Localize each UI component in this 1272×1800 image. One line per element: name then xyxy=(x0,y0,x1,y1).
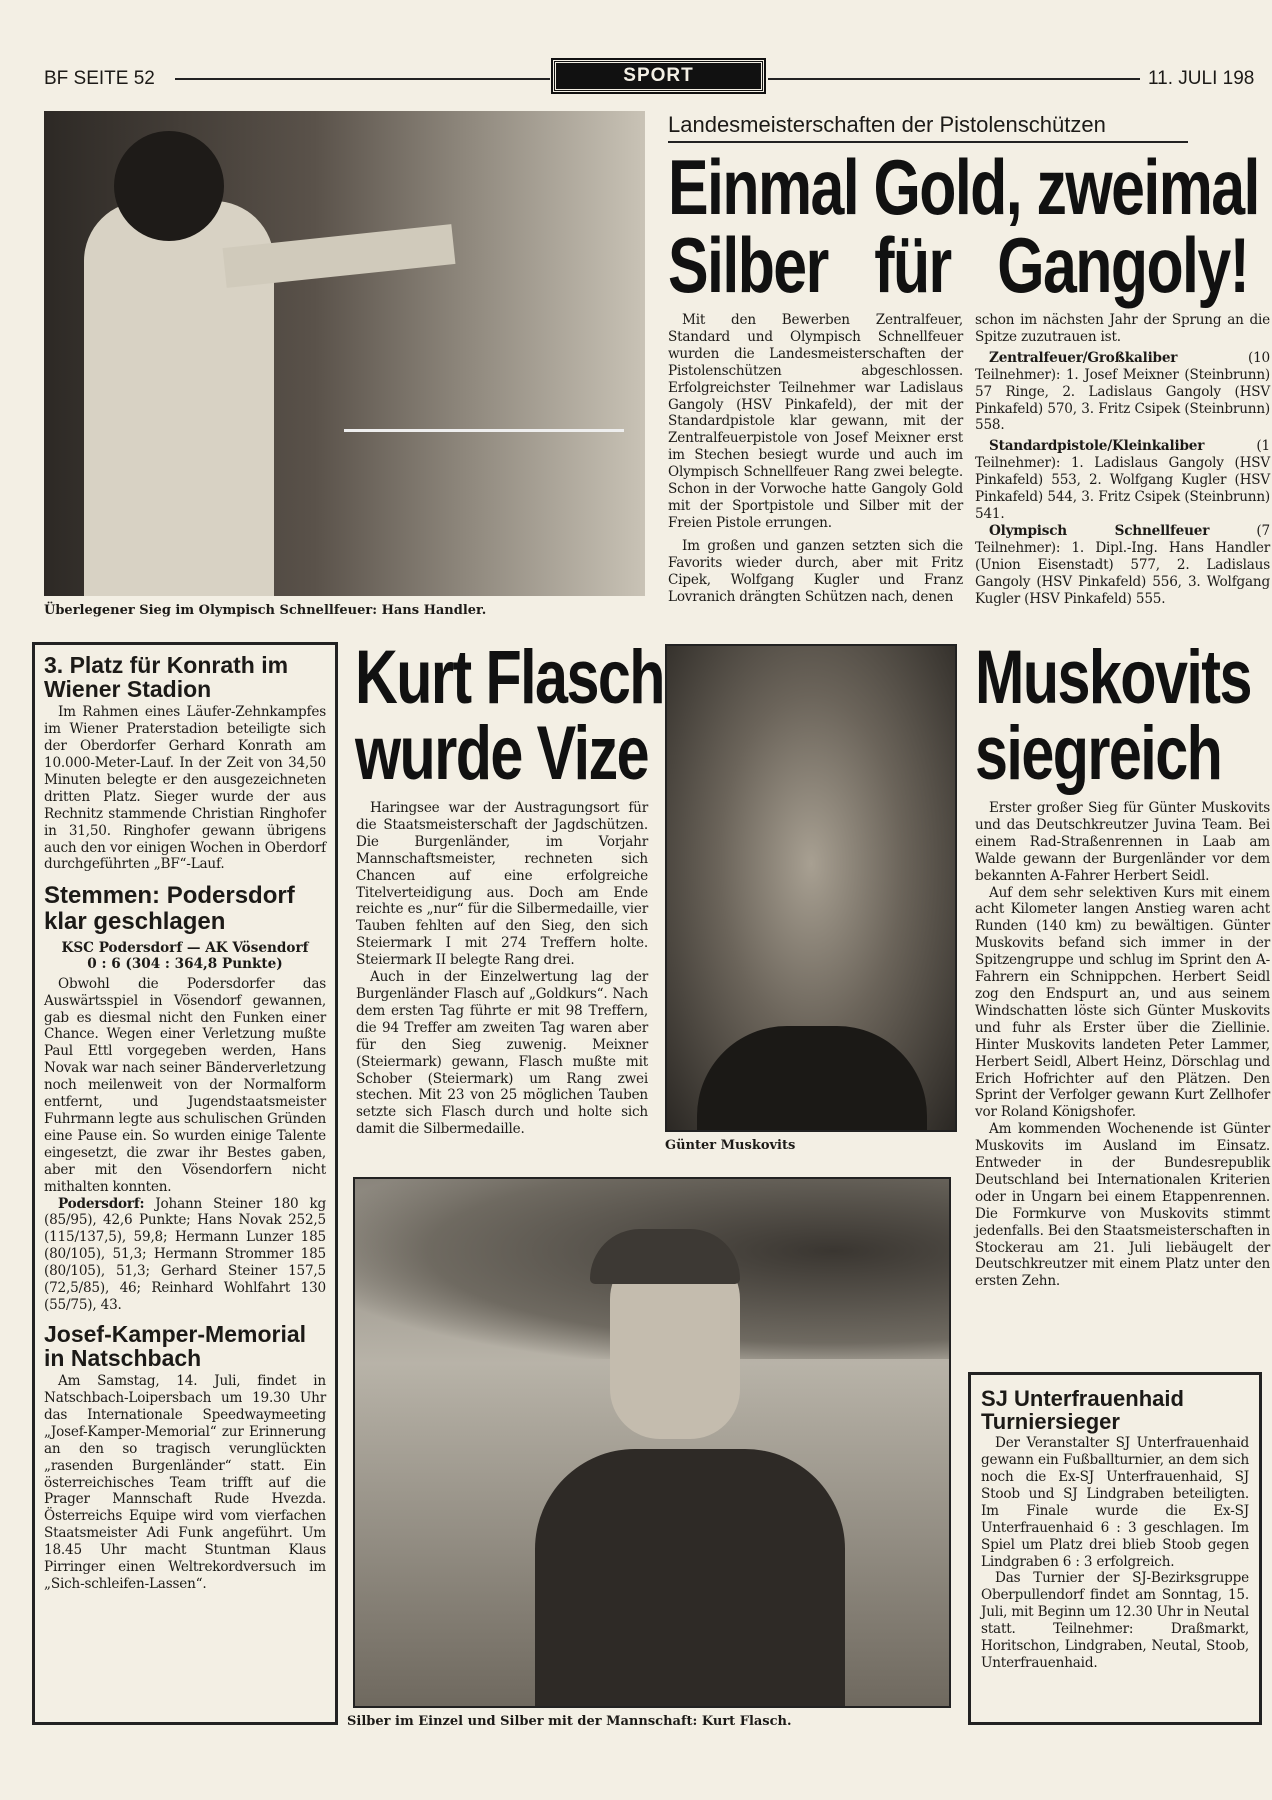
muskovits-paragraph: Am kommenden Wochenende ist Günter Muskovits im Ausland im Einsatz. Entweder in der Bundesrepublik Deutschland bei Internationalen Kriterien oder in Ungarn bei einem Etappenrennen. Die Formkurve von Muskovits stimmt jedenfalls. Bei den Staatsmeisterschaften in Stockerau am 21. Juli liebäugelt der Deutschkreutzer mit einem Platz unter den ersten Zehn. xyxy=(975,1121,1270,1290)
flasch-photo-caption: Silber im Einzel und Silber mit der Mannschaft: Kurt Flasch. xyxy=(347,1714,792,1729)
result-title: Standardpistole/Kleinkaliber xyxy=(989,438,1205,455)
kamper-text: Am Samstag, 14. Juli, findet in Natschbach-Loipersbach um 19.30 Uhr das Internationale Speedwaymeeting „Josef-Kamper-Memorial“ zur Erinnerung an den so tragisch verunglückten „rasenden Burgenländer“ statt. Ein österreichisches Team trifft auf die Prager Mannschaft Rude Hvezda. Österreichs Equipe wird vom vierfachen Staatsmeister Adi Funk angeführt. Um 18.45 Uhr macht Stuntman Klaus Pirringer einen Weltrekordversuch im „Sich-schleifen-Lassen“. xyxy=(44,1373,326,1592)
result-text: (10 Teilnehmer): 1. Josef Meixner (Steinbrunn) 57 Ringe, 2. Ladislaus Gangoly (HSV Pinkafeld) 570, 3. Fritz Csipek (Steinbrunn) 558. xyxy=(975,349,1270,434)
photo-head xyxy=(114,131,224,241)
result-schnellfeuer xyxy=(975,523,1270,608)
lead-paragraph: Im großen und ganzen setzten sich die Favorits wieder durch, aber mit Fritz Cipek, Wolfgang Kugler und Franz Lovranich drängten Schützen nach, denen xyxy=(668,537,963,605)
muskovits-headline-2: siegreich xyxy=(975,711,1222,796)
stemmen-match: KSC Podersdorf — AK Vösendorf xyxy=(61,939,309,956)
sj-title: SJ Unterfrauenhaid Turniersieger xyxy=(981,1386,1184,1435)
issue-date: 11. JULI 198 xyxy=(1148,68,1255,89)
photo-cap xyxy=(590,1229,740,1284)
flasch-headline-2: wurde Vize xyxy=(355,711,648,796)
lead-kicker: Landesmeisterschaften der Pistolenschützen xyxy=(668,112,1188,143)
photo-kurt-flasch xyxy=(353,1177,951,1708)
stemmen-text: Obwohl die Podersdorfer das Auswärtsspiel in Vösendorf gewannen, gab es diesmal nicht den Funken einer Chance. Wegen einer Verletzung mußte Paul Ettl vorgegeben werden, Hans Novak war nach seiner Bänderverletzung noch meilenweit von der Normalform entfernt, und Jugendstaatsmeister Fuhrmann legte aus schulischen Gründen eine Pause ein. So wurden einige Talente eingesetzt, die zwar ihr Bestes gaben, aber mit den Vösendorfern nicht mithalten konnten. xyxy=(44,975,326,1195)
kamper-title: Josef-Kamper-Memorial in Natschbach xyxy=(44,1320,307,1371)
stemmen-results xyxy=(44,1196,326,1314)
lead-column-2 xyxy=(975,312,1270,607)
photo-hans-handler xyxy=(44,111,645,596)
stemmen-score: 0 : 6 (304 : 364,8 Punkte) xyxy=(87,955,283,972)
lead-paragraph: schon im nächsten Jahr der Sprung an die Spitze zuzutrauen ist. xyxy=(975,312,1270,345)
photo-guenter-muskovits xyxy=(665,644,957,1132)
sj-news-box xyxy=(968,1372,1262,1725)
result-text: (7 Teilnehmer): 1. Dipl.-Ing. Hans Handler (Union Eisenstadt) 577, 2. Ladislaus Gangoly (HSV Pinkafeld) 556, 3. Wolfgang Kugler (HSV Pinkafeld) 555. xyxy=(975,522,1270,607)
page-number: BF SEITE 52 xyxy=(44,68,155,89)
stemmen-title: Stemmen: Podersdorf klar geschlagen xyxy=(44,882,295,935)
lead-column-1 xyxy=(668,312,963,605)
sj-paragraph: Der Veranstalter SJ Unterfrauenhaid gewann ein Fußballturnier, an dem sich noch die Ex-SJ Unterfrauenhaid, SJ Stoob und SJ Lindgraben beteiligten. Im Finale wurde die Ex-SJ Unterfrauenhaid 6 : 3 geschlagen. Im Spiel um Platz drei blieb Stoob gegen Lindgraben 6 : 3 erfolgreich. xyxy=(981,1435,1249,1570)
results-text: Johann Steiner 180 kg (85/95), 42,6 Punkte; Hans Novak 252,5 (115/137,5), 59,8; Hermann Lunzer 185 (80/105), 51,3; Hermann Strommer 185 (80/105), 51,3; Gerhard Steiner 157,5 (72,5/85), 46; Reinhard Wohlfahrt 130 (55/75), 43. xyxy=(44,1195,326,1313)
photo-jacket xyxy=(535,1449,845,1708)
lead-headline-2: Silber für Gangoly! xyxy=(668,221,1249,309)
lead-headline-1: Einmal Gold, zweimal xyxy=(668,143,1259,231)
results-label: Podersdorf: xyxy=(58,1195,145,1212)
result-text: (1 Teilnehmer): 1. Ladislaus Gangoly (HSV Pinkafeld) 553, 2. Wolfgang Kugler (HSV Pinkafeld) 544, 3. Fritz Csipek (Steinbrunn) 541. xyxy=(975,438,1270,522)
header-rule-left xyxy=(175,78,550,80)
muskovits-paragraph: Auf dem sehr selektiven Kurs mit einem acht Kilometer langen Anstieg waren acht Runden (140 km) zu bewältigen. Günter Muskovits befand sich immer in der Spitzengruppe und schlug im Sprint den A-Fahrern ein Schnippchen. Herbert Seidl zog den Endspurt an, und aus seinem Windschatten löste sich Günter Muskovits und fuhr als Erster über die Ziellinie. Hinter Muskovits landeten Peter Lammer, Herbert Seidl, Albert Heinz, Dörschlag und Erich Hofrichter auf den Plätzen. Den Sprint der Verfolger gewann Kurt Zellhofer vor Roland Königshofer. xyxy=(975,884,1270,1121)
result-standardpistole xyxy=(975,438,1270,523)
result-title: Zentralfeuer/Großkaliber xyxy=(989,349,1178,366)
header-rule-right xyxy=(768,78,1140,80)
sj-paragraph: Das Turnier der SJ-Bezirksgruppe Oberpullendorf findet am Sonntag, 15. Juli, mit Beginn um 12.30 Uhr in Neutal statt. Teilnehmer: Draßmarkt, Horitschon, Lindgraben, Neutal, Stoob, Unterfrauenhaid. xyxy=(981,1570,1249,1671)
top-photo-caption: Überlegener Sieg im Olympisch Schnellfeuer: Hans Handler. xyxy=(44,603,487,618)
flasch-paragraph: Auch in der Einzelwertung lag der Burgenländer Flasch auf „Goldkurs“. Nach dem ersten Tag führte er mit 98 Treffern, die 94 Treffer am zweiten Tag waren aber für den Sieg zuwenig. Meixner (Steiermark) gewann, Flasch mußte mit Schober (Steiermark) um Rang zwei stechen. Mit 23 von 25 möglichen Tauben setzte sich Flasch durch und holte sich damit die Silbermedaille. xyxy=(356,969,648,1138)
result-zentralfeuer xyxy=(975,350,1270,435)
konrath-text: Im Rahmen eines Läufer-Zehnkampfes im Wiener Praterstadion beteiligte sich der Oberdorfer Gerhard Konrath am 10.000-Meter-Lauf. In der Zeit von 34,50 Minuten belegte er den ausgezeichneten dritten Platz. Sieger wurde der aus Rechnitz stammende Christian Ringhofer in 31,50. Ringhofer gewann übrigens auch den vor einigen Wochen in Oberdorf durchgeführten „BF“-Lauf. xyxy=(44,704,326,873)
photo-wire xyxy=(344,429,624,432)
muskovits-photo-caption: Günter Muskovits xyxy=(665,1138,796,1153)
section-label: SPORT xyxy=(553,60,764,92)
konrath-title: 3. Platz für Konrath im Wiener Stadion xyxy=(44,652,289,703)
muskovits-paragraph: Erster großer Sieg für Günter Muskovits und das Deutschkreutzer Juvina Team. Bei einem Rad-Straßenrennen in Laab am Walde gewann der Burgenländer vor dem bekannten A-Fahrer Herbert Seidl. xyxy=(975,800,1270,884)
flasch-headline-1: Kurt Flasch xyxy=(355,635,664,720)
left-news-box xyxy=(32,642,338,1725)
flasch-article xyxy=(356,800,648,1138)
muskovits-article xyxy=(975,800,1270,1290)
lead-paragraph: Mit den Bewerben Zentralfeuer, Standard und Olympisch Schnellfeuer wurden die Landesmeisterschaften der Pistolenschützen abgeschlossen. Erfolgreichster Teilnehmer war Ladislaus Gangoly (HSV Pinkafeld), der mit der Standardpistole klar gewann, mit der Zentralfeuerpistole von Josef Meixner erst im Stechen besiegt wurde und auch im Olympisch Schnellfeuer Rang zwei belegte. Schon in der Vorwoche hatte Gangoly Gold mit der Sportpistole und Silber mit der Freien Pistole errungen. xyxy=(668,312,963,531)
result-title: Olympisch Schnellfeuer xyxy=(989,522,1210,539)
photo-shirt xyxy=(697,1026,927,1132)
muskovits-headline-1: Muskovits xyxy=(975,635,1251,720)
flasch-paragraph: Haringsee war der Austragungsort für die Staatsmeisterschaft der Jagdschützen. Die Burgenländer, im Vorjahr Mannschaftsmeister, rechneten sich Chancen auf eine erfolgreiche Titelverteidigung aus. Doch am Ende reichte es „nur“ für die Silbermedaille, vier Tauben fehlten auf den Sieg, den sich Steiermark I mit 274 Treffern holte. Steiermark II belegte Rang drei. xyxy=(356,800,648,969)
